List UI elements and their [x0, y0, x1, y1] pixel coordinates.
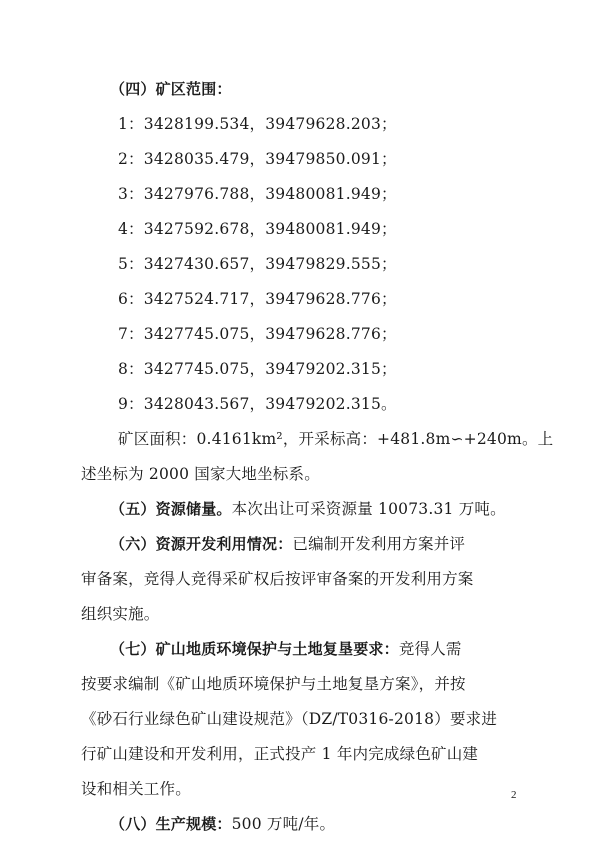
section-6-paragraph-line-2: 审备案，竞得人竞得采矿权后按评审备案的开发利用方案 [81, 570, 474, 588]
section-6-paragraph-line-3: 组织实施。 [81, 605, 160, 623]
mining-area-text-line-2: 述坐标为 2000 国家大地坐标系。 [81, 465, 320, 483]
section-8-text: 500 万吨/年。 [231, 815, 336, 833]
section-5-paragraph [110, 499, 506, 519]
section-6-paragraph-line-1 [110, 534, 465, 554]
coordinate-point-7: 7：3427745.075，39479628.776； [118, 325, 397, 343]
section-7-paragraph-line-3: 《砂石行业绿色矿山建设规范》（DZ/T0316-2018）要求进 [81, 710, 498, 728]
coordinate-point-4: 4：3427592.678，39480081.949； [118, 220, 397, 238]
section-7-paragraph-line-4: 行矿山建设和开发利用，正式投产 1 年内完成绿色矿山建 [81, 745, 479, 763]
section-7-paragraph-line-5: 设和相关工作。 [81, 780, 191, 798]
coordinate-point-6: 6：3427524.717，39479628.776； [118, 290, 397, 308]
coordinate-point-9: 9：3428043.567，39479202.315。 [118, 395, 397, 413]
section-7-paragraph-line-2: 按要求编制《矿山地质环境保护与土地复垦方案》，并按 [81, 675, 466, 693]
coordinate-point-1: 1：3428199.534，39479628.203； [118, 115, 397, 133]
coordinate-point-5: 5：3427430.657，39479829.555； [118, 255, 397, 273]
section-6-heading: （六）资源开发利用情况： [110, 535, 293, 553]
section-8-heading: （八）生产规模： [110, 815, 232, 833]
coordinate-point-8: 8：3427745.075，39479202.315； [118, 360, 397, 378]
section-5-text: 本次出让可采资源量 10073.31 万吨。 [231, 500, 506, 518]
section-7-paragraph-line-1 [110, 639, 462, 659]
section-8-paragraph [110, 814, 335, 834]
coordinate-point-2: 2：3428035.479，39479850.091； [118, 150, 397, 168]
page-number: 2 [511, 789, 517, 801]
coordinate-point-3: 3：3427976.788，39480081.949； [118, 185, 397, 203]
section-7-heading: （七）矿山地质环境保护与土地复垦要求： [110, 640, 399, 658]
section-6-text-1: 已编制开发利用方案并评 [292, 535, 466, 553]
section-4-heading: （四）矿区范围： [110, 80, 232, 98]
mining-area-text-line-1: 矿区面积：0.4161km²，开采标高：+481.8m∽+240m。上 [118, 430, 554, 448]
section-7-text-1: 竞得人需 [398, 640, 462, 658]
section-5-heading: （五）资源储量。 [110, 500, 232, 518]
